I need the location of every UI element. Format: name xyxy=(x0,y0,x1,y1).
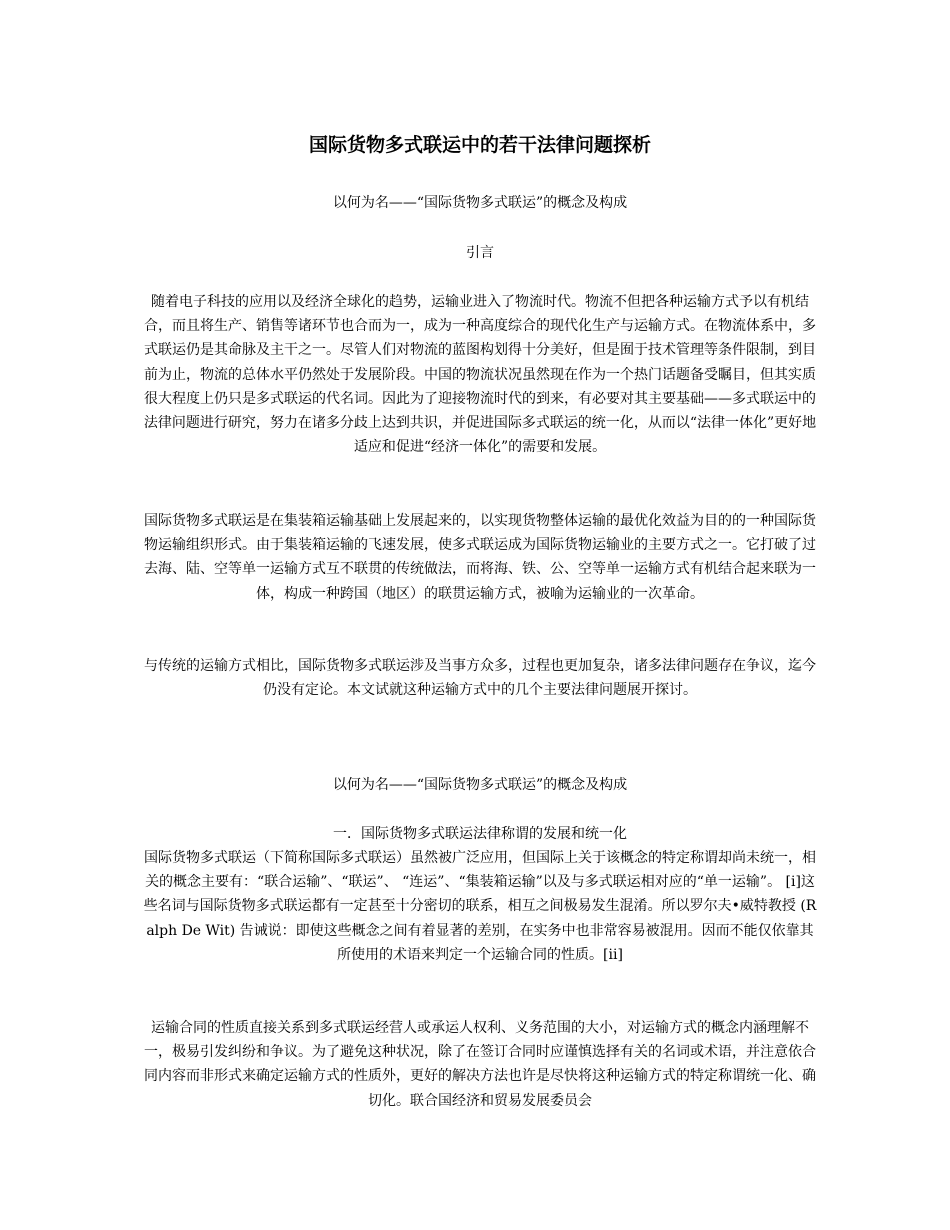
intro-heading: 引言 xyxy=(466,245,494,261)
section-1-paragraph-2: 运输合同的性质直接关系到多式联运经营人或承运人权利、义务范围的大小，对运输方式的概念内涵理解不一，极易引发纠纷和争议。为了避免这种状况，除了在签订合同时应谨慎选择有关的名词或术语，并注意依合同内容而非形式来确定运输方式的性质外，更好的解决方法也许是尽快将这种运输方式的特定称谓统一化、确切化。联合国经济和贸易发展委员会 xyxy=(144,1020,816,1109)
intro-paragraph-1: 随着电子科技的应用以及经济全球化的趋势，运输业进入了物流时代。物流不但把各种运输方式予以有机结合，而且将生产、销售等诸环节也合而为一，成为一种高度综合的现代化生产与运输方式。在物流体系中，多式联运仍是其命脉及主干之一。尽管人们对物流的蓝图构划得十分美好，但是囿于技术管理等条件限制，到目前为止，物流的总体水平仍然处于发展阶段。中国的物流状况虽然现在作为一个热门话题备受瞩目，但其实质很大程度上仍只是多式联运的代名词。因此为了迎接物流时代的到来，有必要对其主要基础——多式联运中的法律问题进行研究，努力在诸多分歧上达到共识，并促进国际多式联运的统一化，从而以“法律一体化”更好地适应和促进“经济一体化”的需要和发展。 xyxy=(143,294,817,456)
document-title: 国际货物多式联运中的若干法律问题探析 xyxy=(308,134,651,156)
subtitle-concept-repeat: 以何为名——“国际货物多式联运”的概念及构成 xyxy=(332,777,628,793)
intro-paragraph-3: 与传统的运输方式相比，国际货物多式联运涉及当事方众多，过程也更加复杂，诸多法律问题存在争议，迄今仍没有定论。本文试就这种运输方式中的几个主要法律问题展开探讨。 xyxy=(144,658,816,699)
section-1-paragraph-1: 国际货物多式联运（下简称国际多式联运）虽然被广泛应用，但国际上关于该概念的特定称谓却尚未统一，相关的概念主要有：“联合运输”、“联运”、 “连运”、“集装箱运输”以及与多式联运相对应的“单一运输”。 [i]这些名词与国际货物多式联运都有一定甚至十分密切的联系，相互之间极易发生混淆。所以罗尔夫•威特教授 (Ralph De Wit) 告诫说：即使这些概念之间有着显著的差别，在实务中也非常容易被混用。因而不能仅依靠其所使用的术语来判定一个运输合同的性质。[ii] xyxy=(143,850,817,963)
intro-paragraph-2: 国际货物多式联运是在集装箱运输基础上发展起来的，以实现货物整体运输的最优化效益为目的的一种国际货物运输组织形式。由于集装箱运输的飞速发展，使多式联运成为国际货物运输业的主要方式之一。它打破了过去海、陆、空等单一运输方式互不联贯的传统做法，而将海、铁、公、空等单一运输方式有机结合起来联为一体，构成一种跨国（地区）的联贯运输方式，被喻为运输业的一次革命。 xyxy=(144,513,816,602)
subtitle-concept: 以何为名——“国际货物多式联运”的概念及构成 xyxy=(332,195,628,211)
section-1-heading: 一．国际货物多式联运法律称谓的发展和统一化 xyxy=(333,826,627,842)
